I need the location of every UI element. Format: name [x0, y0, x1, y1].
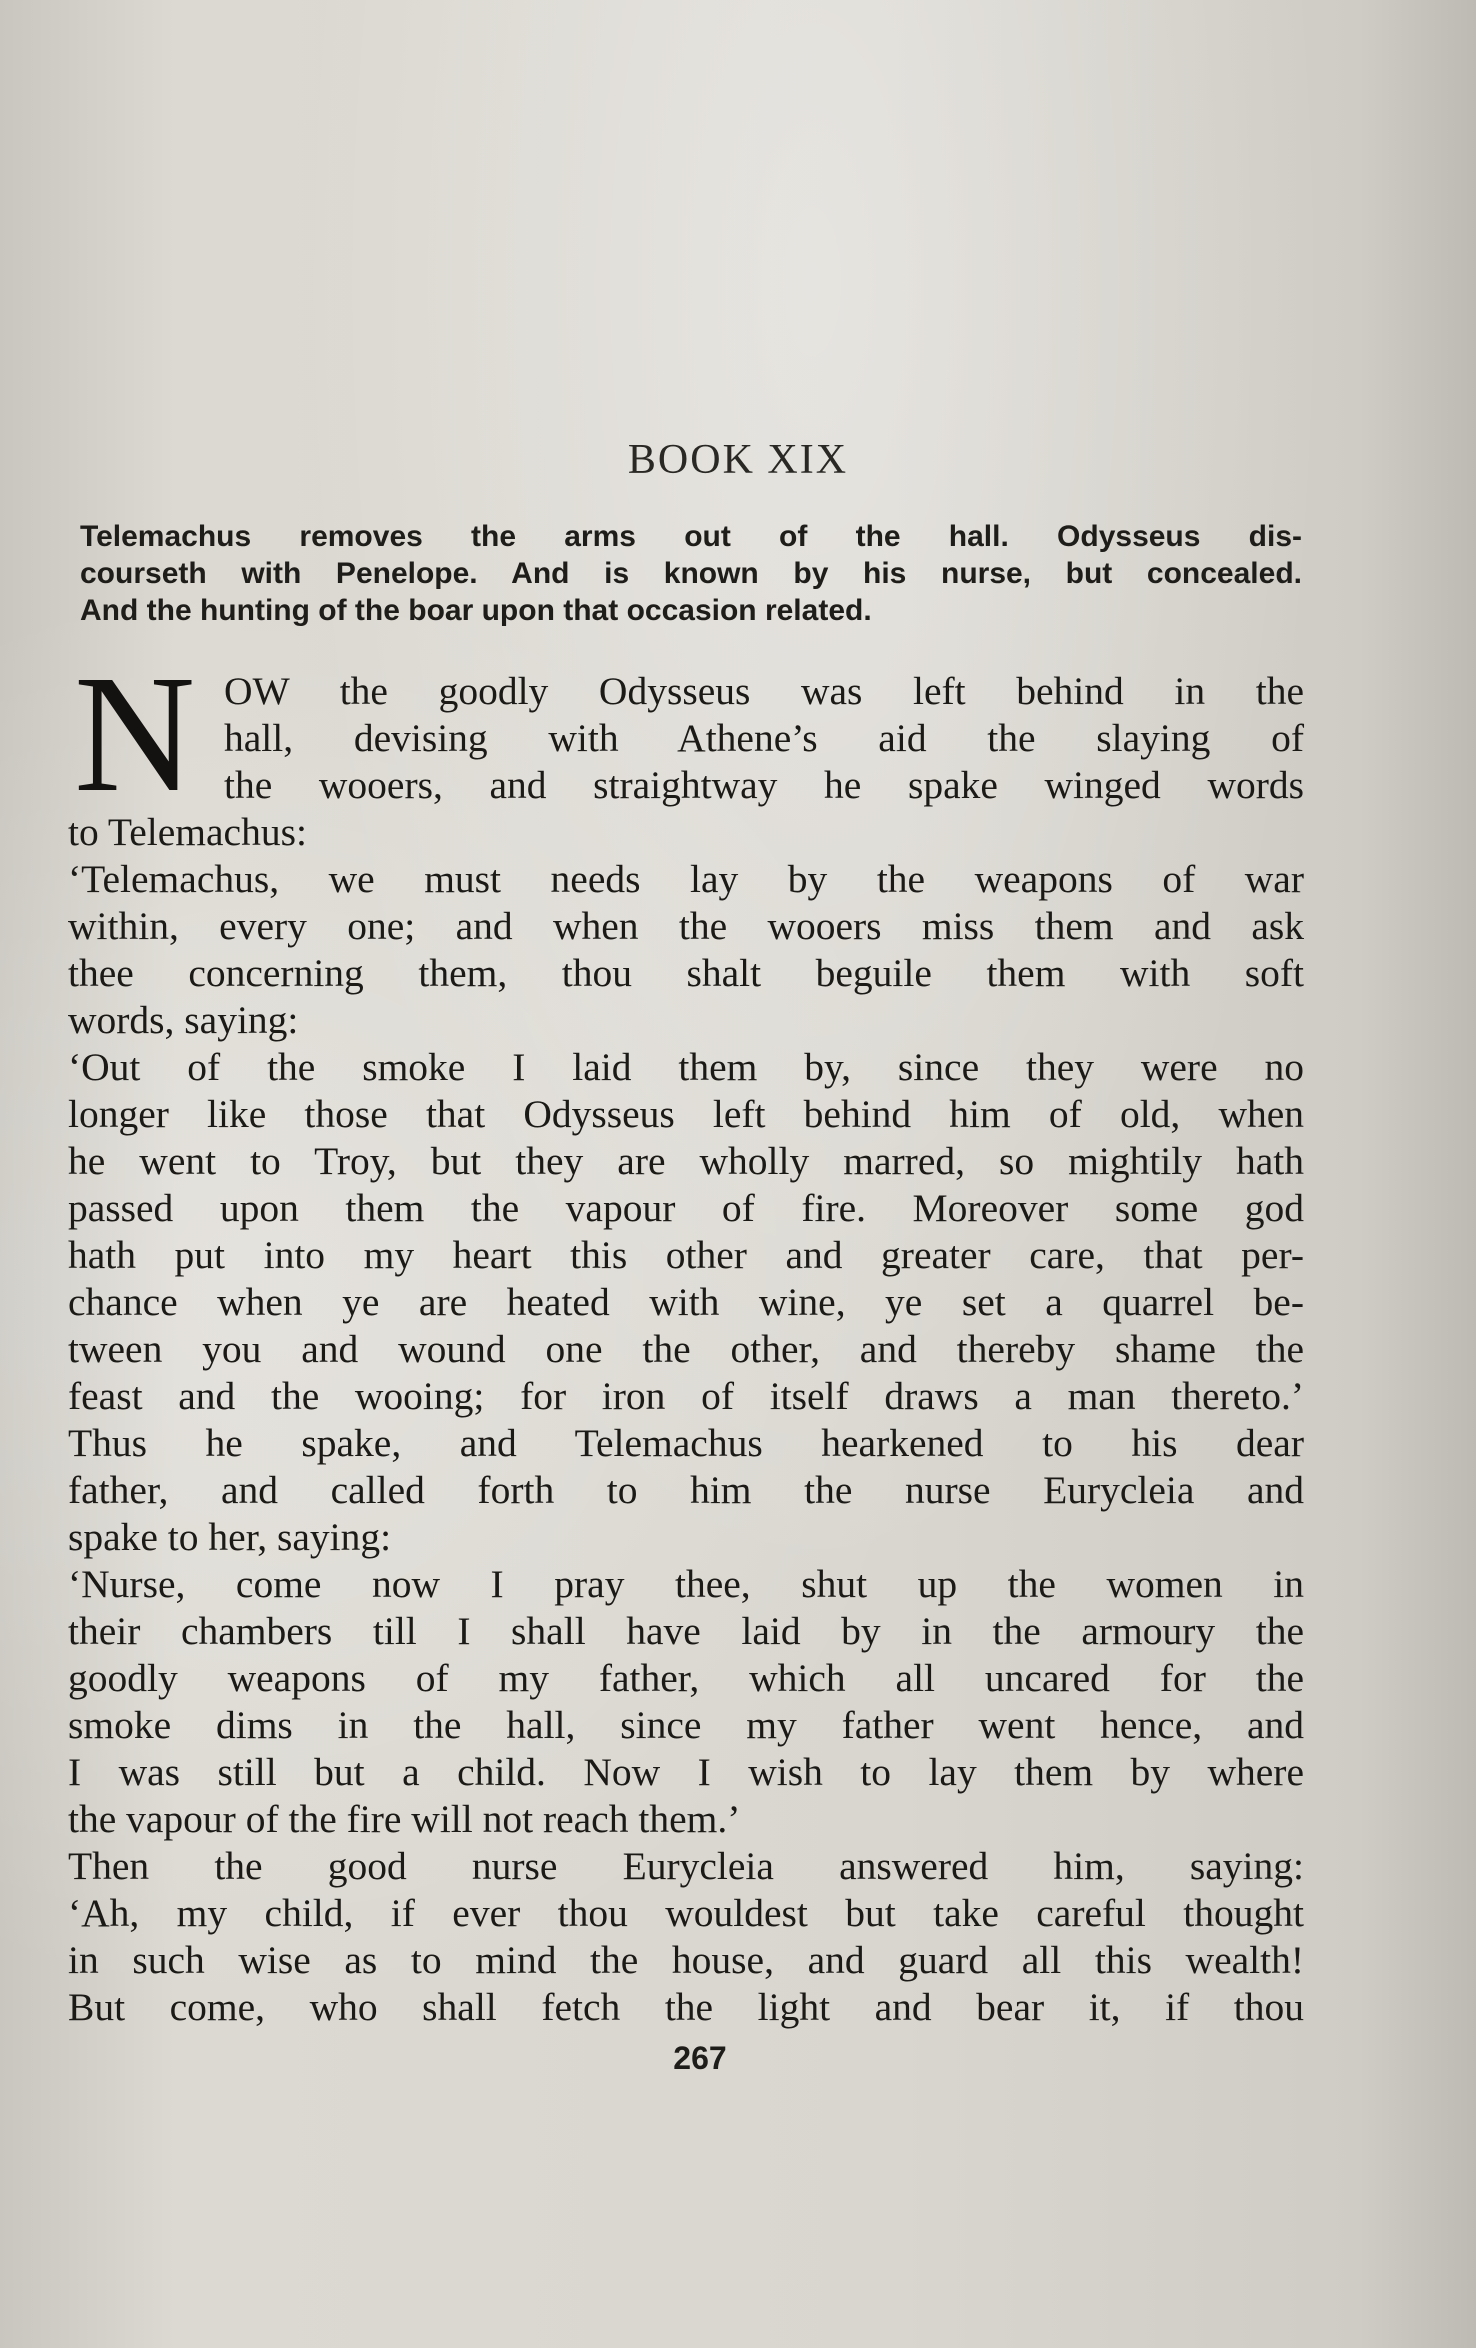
text-line: OW the goodly Odysseus was left behind in the — [224, 669, 1304, 713]
text-line: I was still but a child. Now I wish to lay them by where — [68, 1750, 1304, 1794]
text-line: Thus he spake, and Telemachus hearkened to his dear — [68, 1421, 1304, 1465]
text-line: thee concerning them, thou shalt beguile them with soft — [68, 951, 1304, 995]
text-line: in such wise as to mind the house, and guard all this wealth! — [68, 1938, 1304, 1982]
book-heading: BOOK XIX — [627, 437, 849, 483]
page-number: 267 — [673, 2040, 727, 2076]
text-line: the vapour of the fire will not reach them.’ — [68, 1797, 741, 1841]
text-line: chance when ye are heated with wine, ye set a quarrel be- — [68, 1280, 1304, 1324]
text-line: ‘Ah, my child, if ever thou wouldest but take careful thought — [68, 1891, 1304, 1935]
text-line: their chambers till I shall have laid by in the armoury the — [68, 1609, 1304, 1653]
text-line: he went to Troy, but they are wholly marred, so mightily hath — [68, 1139, 1304, 1183]
text-line: longer like those that Odysseus left behind him of old, when — [68, 1092, 1304, 1136]
text-line: passed upon them the vapour of fire. Moreover some god — [68, 1186, 1304, 1230]
chapter-summary — [80, 518, 1302, 629]
summary-line: Telemachus removes the arms out of the hall. Odysseus dis- — [80, 520, 1302, 553]
text-line: goodly weapons of my father, which all uncared for the — [68, 1656, 1304, 1700]
text-line: ‘Out of the smoke I laid them by, since they were no — [68, 1045, 1304, 1089]
text-line: within, every one; and when the wooers miss them and ask — [68, 904, 1304, 948]
text-line: feast and the wooing; for iron of itself draws a man thereto.’ — [68, 1374, 1304, 1418]
body-text — [68, 668, 1304, 2031]
drop-cap-initial: N — [74, 641, 196, 827]
text-line: the wooers, and straightway he spake winged words — [224, 763, 1304, 807]
text-line: Then the good nurse Eurycleia answered him, saying: — [68, 1844, 1304, 1888]
text-line: But come, who shall fetch the light and bear it, if thou — [68, 1985, 1304, 2029]
text-line: hath put into my heart this other and greater care, that per- — [68, 1233, 1304, 1277]
summary-line: courseth with Penelope. And is known by his nurse, but concealed. — [80, 557, 1302, 590]
text-line: ‘Telemachus, we must needs lay by the weapons of war — [68, 857, 1304, 901]
text-line: words, saying: — [68, 998, 299, 1042]
text-line: father, and called forth to him the nurse Eurycleia and — [68, 1468, 1304, 1512]
text-line: smoke dims in the hall, since my father went hence, and — [68, 1703, 1304, 1747]
text-line: tween you and wound one the other, and thereby shame the — [68, 1327, 1304, 1371]
summary-line: And the hunting of the boar upon that occasion related. — [80, 594, 872, 627]
text-line: spake to her, saying: — [68, 1515, 392, 1559]
text-line: ‘Nurse, come now I pray thee, shut up the women in — [68, 1562, 1304, 1606]
text-line: to Telemachus: — [68, 810, 307, 854]
text-line: hall, devising with Athene’s aid the slaying of — [224, 716, 1304, 760]
